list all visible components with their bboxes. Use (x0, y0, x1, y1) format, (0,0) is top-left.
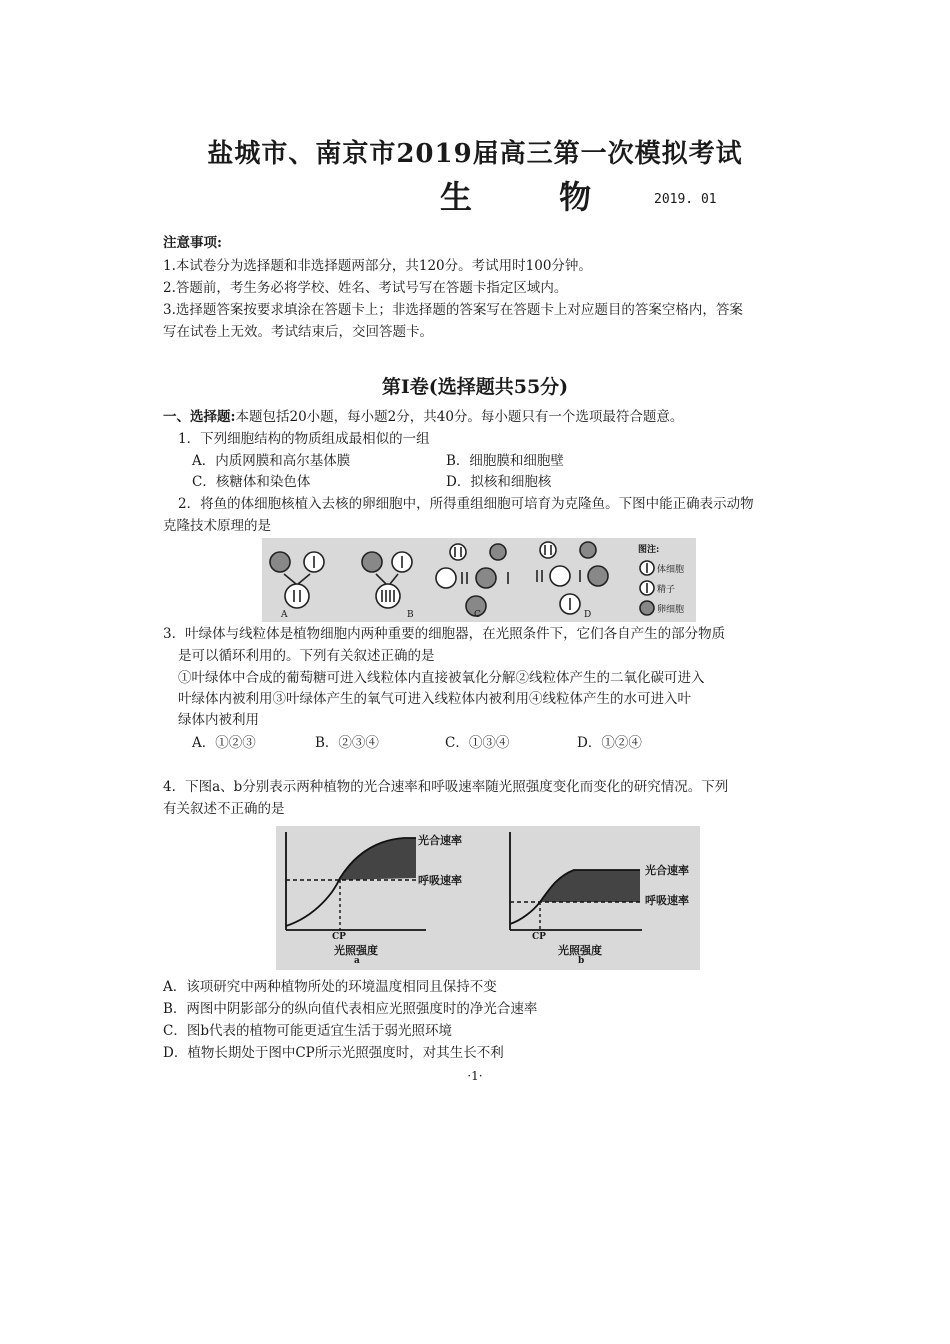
graph-a (276, 826, 502, 970)
exam-date: 2019. 01 (654, 192, 717, 207)
note-3-cont: 写在试卷上无效。考试结束后，交回答题卡。 (163, 324, 433, 340)
graph-a-tag: a (354, 956, 360, 966)
graph-b (502, 826, 700, 970)
graph-b-cp-label: CP (532, 932, 546, 942)
fig-label-a: A (281, 610, 288, 620)
q2-stem: 2．将鱼的体细胞核植入去核的卵细胞中，所得重组细胞可培育为克隆鱼。下图中能正确表示动物 (178, 496, 754, 512)
page-number: ·1· (467, 1069, 483, 1083)
legend-title: 图注: (638, 545, 660, 555)
part-description: 本题包括20小题，每小题2分，共40分。每小题只有一个选项最符合题意。 (235, 409, 684, 425)
graph-b-tag: b (578, 956, 585, 966)
note-3: 3.选择题答案按要求填涂在答题卡上；非选择题的答案写在答题卡上对应题目的答案空格内，答案 (163, 302, 743, 318)
note-1: 1.本试卷分为选择题和非选择题两部分，共120分。考试用时100分钟。 (163, 258, 592, 274)
graph-b-xlabel: 光照强度 (558, 944, 602, 957)
graph-a-xlabel: 光照强度 (334, 944, 378, 957)
cloning-figure (262, 538, 696, 622)
q3-statement-1: ①叶绿体中合成的葡萄糖可进入线粒体内直接被氧化分解②线粒体产生的二氧化碳可进入 (178, 670, 705, 686)
q3-option-b: B．②③④ (315, 735, 379, 751)
legend-somatic: 体细胞 (657, 565, 685, 575)
q2-stem-cont: 克隆技术原理的是 (163, 518, 271, 534)
q3-option-d: D．①②④ (577, 735, 642, 751)
q3-statement-3: 绿体内被利用 (178, 712, 259, 728)
q4-option-a: A．该项研究中两种植物所处的环境温度相同且保持不变 (163, 979, 497, 995)
fig-label-d: D (584, 610, 592, 620)
q1-option-c: C．核糖体和染色体 (192, 474, 311, 490)
fig-label-c: C (474, 610, 481, 620)
graph-a-plot (276, 826, 502, 970)
graph-b-respiration-label: 呼吸速率 (645, 894, 689, 907)
q3-option-c: C．①③④ (445, 735, 510, 751)
q4-option-d: D．植物长期处于图中CP所示光照强度时，对其生长不利 (163, 1045, 504, 1061)
exam-title: 盐城市、南京市2019届高三第一次模拟考试 (207, 139, 743, 169)
q3-statement-2: 叶绿体内被利用③叶绿体产生的氧气可进入线粒体内被利用④线粒体产生的水可进入叶 (178, 691, 691, 707)
graph-b-photosynthesis-label: 光合速率 (645, 864, 689, 877)
q1-option-b: B．细胞膜和细胞壁 (446, 453, 564, 469)
legend-sperm: 精子 (657, 585, 676, 595)
note-2: 2.答题前，考生务必将学校、姓名、考试号写在答题卡指定区域内。 (163, 280, 568, 296)
q3-option-a: A．①②③ (192, 735, 256, 751)
part-label: 一、选择题: (163, 409, 236, 425)
subject-title: 生 物 (440, 178, 630, 216)
section-title: 第Ⅰ卷(选择题共55分) (381, 376, 569, 398)
fig-label-b: B (407, 610, 414, 620)
notes-heading: 注意事项: (163, 235, 222, 251)
legend-egg: 卵细胞 (657, 605, 685, 615)
graph-a-respiration-label: 呼吸速率 (418, 874, 462, 887)
q4-stem: 4．下图a、b分别表示两种植物的光合速率和呼吸速率随光照强度变化而变化的研究情况。下列 (163, 779, 729, 795)
q3-stem-cont: 是可以循环利用的。下列有关叙述正确的是 (178, 648, 435, 664)
graph-a-photosynthesis-label: 光合速率 (418, 834, 462, 847)
q3-stem: 3．叶绿体与线粒体是植物细胞内两种重要的细胞器，在光照条件下，它们各自产生的部分物质 (163, 626, 726, 642)
q4-option-b: B．两图中阴影部分的纵向值代表相应光照强度时的净光合速率 (163, 1001, 538, 1017)
q4-option-c: C．图b代表的植物可能更适宜生活于弱光照环境 (163, 1023, 452, 1039)
q1-option-a: A．内质网膜和高尔基体膜 (192, 453, 351, 469)
q4-stem-cont: 有关叙述不正确的是 (163, 801, 285, 817)
graph-a-cp-label: CP (332, 932, 346, 942)
q1-option-d: D．拟核和细胞核 (446, 474, 552, 490)
q1-stem: 1．下列细胞结构的物质组成最相似的一组 (178, 431, 430, 447)
